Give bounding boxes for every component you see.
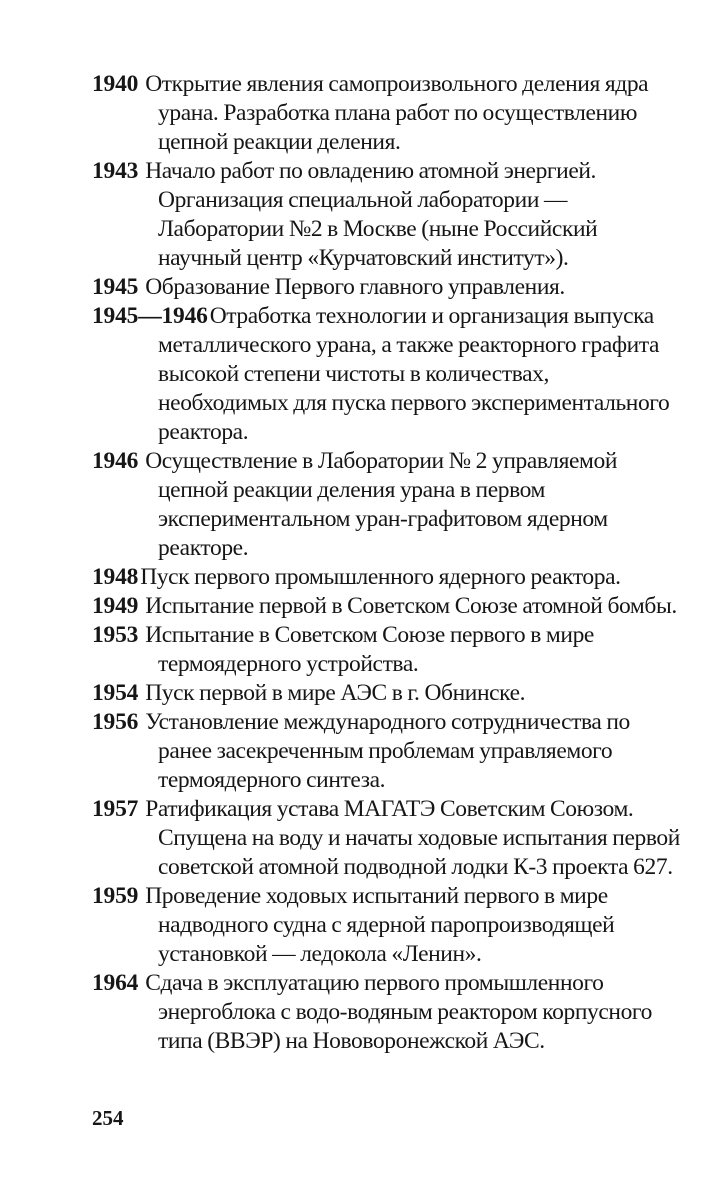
entry-year: 1959 xyxy=(92,883,139,909)
chronology-entry-1959 xyxy=(92,882,682,969)
entry-year: 1945—1946 xyxy=(92,303,208,329)
chronology-entry-1953 xyxy=(92,621,682,679)
entry-text: Образование Первого главного управления. xyxy=(145,274,565,300)
entry-text: Осуществление в Лаборатории № 2 управляемой цепной реакции деления урана в первом экспериментальном уран-графитовом ядерном реакторе. xyxy=(145,448,618,561)
chronology-entry-1945-1946 xyxy=(92,302,682,447)
chronology-entry-1946 xyxy=(92,447,682,563)
chronology-entry-1964 xyxy=(92,969,682,1056)
entry-year: 1949 xyxy=(92,593,139,619)
chronology-entry-1948 xyxy=(92,563,682,592)
entry-year: 1940 xyxy=(92,71,139,97)
entry-text: Сдача в эксплуатацию первого промышленного энергоблока с водо-водяным реактором корпусного типа (ВВЭР) на Нововоронежской АЭС. xyxy=(145,970,652,1054)
entry-text: Испытание в Советском Союзе первого в мире термоядерного устройства. xyxy=(145,622,594,677)
chronology-entry-1940 xyxy=(92,70,682,157)
chronology-list xyxy=(92,70,682,1056)
entry-text: Пуск первого промышленного ядерного реактора. xyxy=(140,564,621,590)
entry-text: Начало работ по овладению атомной энергией. Организация специальной лаборатории — Лаборатории №2 в Москве (ныне Российский научный центр «Курчатовский институт»). xyxy=(145,158,598,271)
entry-year: 1953 xyxy=(92,622,139,648)
entry-year: 1946 xyxy=(92,448,139,474)
entry-text: Открытие явления самопроизвольного деления ядра урана. Разработка плана работ по осуществлению цепной реакции деления. xyxy=(145,71,649,155)
entry-year: 1945 xyxy=(92,274,139,300)
chronology-entry-1954 xyxy=(92,679,682,708)
entry-year: 1954 xyxy=(92,680,139,706)
entry-year: 1964 xyxy=(92,970,139,996)
entry-text: Пуск первой в мире АЭС в г. Обнинске. xyxy=(145,680,526,706)
entry-text: Установление международного сотрудничества по ранее засекреченным проблемам управляемого термоядерного синтеза. xyxy=(145,709,630,793)
chronology-entry-1956 xyxy=(92,708,682,795)
chronology-entry-1957 xyxy=(92,795,682,882)
entry-year: 1957 xyxy=(92,796,139,822)
entry-text: Отработка технологии и организация выпуска металлического урана, а также реакторного графита высокой степени чистоты в количествах, необходимых для пуска первого экспериментального реактора. xyxy=(158,303,670,445)
entry-year: 1943 xyxy=(92,158,139,184)
page-number: 254 xyxy=(92,1106,124,1130)
entry-text: Ратификация устава МАГАТЭ Советским Союзом. Спущена на воду и начаты ходовые испытания первой советской атомной подводной лодки К-3 проекта 627. xyxy=(145,796,680,880)
entry-text: Проведение ходовых испытаний первого в мире надводного судна с ядерной паропроизводящей установкой — ледокола «Ленин». xyxy=(145,883,615,967)
chronology-entry-1943 xyxy=(92,157,682,273)
entry-year: 1956 xyxy=(92,709,139,735)
chronology-entry-1949 xyxy=(92,592,682,621)
chronology-entry-1945 xyxy=(92,273,682,302)
entry-text: Испытание первой в Советском Союзе атомной бомбы. xyxy=(145,593,677,619)
entry-year: 1948 xyxy=(92,564,139,590)
